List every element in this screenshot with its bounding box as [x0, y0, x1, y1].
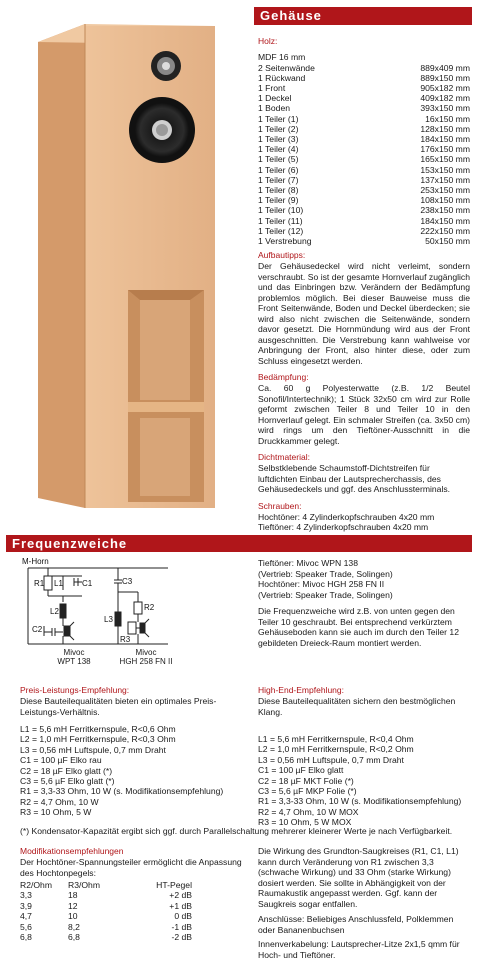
aufbau-label: Aufbautipps:	[258, 250, 306, 261]
mod-table	[20, 880, 252, 942]
pl-item: C2 = 18 µF Elko glatt (*)	[20, 765, 113, 776]
he-list	[258, 734, 470, 828]
pl-section	[20, 681, 252, 818]
horn-label: M-Horn	[22, 557, 49, 566]
part-row	[258, 185, 470, 195]
bedampfung-label: Bedämpfung:	[258, 372, 309, 383]
chassis-line: (Vertrieb: Speaker Trade, Solingen)	[258, 589, 393, 600]
table-row	[20, 890, 252, 900]
part-name: 1 Rückwand	[258, 72, 306, 83]
table-header-cell: HT-Pegel	[156, 880, 192, 890]
part-row	[258, 103, 470, 113]
part-name: 1 Teiler (12)	[258, 225, 304, 236]
table-cell: -2 dB	[171, 932, 192, 943]
table-cell: 5,6	[20, 921, 32, 932]
table-header-cell: R2/Ohm	[20, 880, 52, 890]
he-item: C1 = 100 µF Elko glatt	[258, 765, 344, 776]
table-row	[20, 911, 252, 921]
he-item: L1 = 5,6 mH Ferritkernspule, R<0,4 Ohm	[258, 734, 414, 744]
table-header	[20, 880, 252, 890]
mod-text: Der Hochtöner-Spannungsteiler ermöglicht die Anpassung des Hochtonpegels:	[20, 857, 242, 878]
footnote: (*) Kondensator-Kapazität ergibt sich ggf. durch Parallelschaltung mehrerer kleinerer Werte je nach Verfügbarkeit.	[20, 826, 453, 836]
part-row	[258, 154, 470, 164]
bedampfung-text: Ca. 60 g Polyesterwatte (z.B. 1/2 Beutel Sonofil/Intertechnik); 1 Stück 32x50 cm wird zur Rolle geformt zwischen Teiler 8 und Teiler 10 in den Hornverlauf gelegt. Ein schmaler Streifen (ca. 3x50 cm) wird rings um den Tieftöner-Ausschnitt in die Druckkammer gelegt.	[258, 383, 470, 446]
dicht-label: Dichtmaterial:	[258, 452, 310, 463]
part-row	[258, 236, 470, 246]
part-name: 1 Boden	[258, 103, 291, 114]
l1-label: L1	[54, 579, 63, 588]
table-cell: -1 dB	[171, 921, 192, 932]
part-dim: 222x150 mm	[420, 225, 470, 236]
dicht-text: Selbstklebende Schaumstoff-Dichtstreifen für luftdichten Einbau der Lautsprecherchassis, des Gehäusedeckels und ggf. des Anschlussterminals.	[258, 463, 451, 495]
he-item: L3 = 0,56 mH Luftspule, 0,7 mm Draht	[258, 754, 404, 765]
table-cell: 6,8	[68, 932, 80, 943]
part-dim: 238x150 mm	[420, 205, 470, 216]
part-dim: 50x150 mm	[425, 235, 470, 246]
table-cell: 3,9	[20, 900, 32, 911]
table-cell: 18	[68, 890, 78, 901]
verkabelung-text: Innenverkabelung: Lautsprecher-Litze 2x1,5 qmm für Hoch- und Tieftöner.	[258, 939, 460, 960]
l3-label: L3	[104, 615, 113, 624]
pl-item: C1 = 100 µF Elko rau	[20, 755, 102, 766]
part-dim: 128x150 mm	[420, 123, 470, 134]
pl-item: L1 = 5,6 mH Ferritkernspule, R<0,6 Ohm	[20, 724, 176, 734]
part-row	[258, 83, 470, 93]
pl-item: R1 = 3,3-33 Ohm, 10 W (s. Modifikationsempfehlung)	[20, 786, 224, 797]
chassis-line: Hochtöner: Mivoc HGH 258 FN II	[258, 579, 385, 589]
part-name: 1 Deckel	[258, 93, 292, 104]
gehause-title: Gehäuse	[260, 8, 322, 23]
aufbau-text: Der Gehäusedeckel wird nicht verleimt, sondern verschraubt. So ist der gesamte Hornverlauf zugänglich und das Einbringen bzw. Verändern der Bedämpfung problemlos möglich. Bei dieser Bauweise muss die Front Seitenwände, Boden und Deckel überdecken; sie wird also nicht zwischen die Seitenwände, sondern davor gesetzt. Die Hornmündung wird aus der Front ausgeschnitten. Die Verstrebung kann wahlweise vor Anbringung der Front, also hinter diese, oder zum Schluss eingesetzt werden.	[258, 261, 470, 366]
table-cell: 3,3	[20, 890, 32, 901]
pl-item: R3 = 10 Ohm, 5 W	[20, 807, 92, 818]
chassis-info	[258, 558, 470, 648]
mod-label: Modifikationsempfehlungen	[20, 846, 124, 856]
pl-text: Diese Bauteilequalitäten bieten ein optimales Preis-Leistungs-Verhältnis.	[20, 696, 217, 717]
table-row	[20, 901, 252, 911]
r3-label: R3	[120, 635, 131, 644]
table-row	[20, 932, 252, 942]
frequenz-title: Frequenzweiche	[12, 536, 128, 551]
right-driver-label: Mivoc HGH 258 FN II	[119, 648, 173, 666]
part-dim: 905x182 mm	[420, 82, 470, 93]
part-dim: 153x150 mm	[420, 164, 470, 175]
table-cell: +2 dB	[169, 890, 192, 901]
anschluesse-text: Anschlüsse: Beliebiges Anschlussfeld, Polklemmen oder Bananenbuchsen	[258, 914, 454, 935]
c1-label: C1	[82, 579, 93, 588]
table-row	[20, 922, 252, 932]
part-row	[258, 93, 470, 103]
mod-right	[258, 846, 470, 960]
part-row	[258, 226, 470, 236]
l2-label: L2	[50, 607, 59, 616]
mod-section	[20, 842, 252, 942]
he-text: Diese Bauteilequalitäten sichern den bestmöglichen Klang.	[258, 696, 456, 717]
pl-item: C3 = 5,6 µF Elko glatt (*)	[20, 776, 115, 787]
part-dim: 253x150 mm	[420, 184, 470, 195]
schraube-item: Tieftöner: 4 Zylinderkopfschrauben 4x20 mm	[258, 522, 429, 533]
part-dim: 176x150 mm	[420, 144, 470, 155]
table-header-cell: R3/Ohm	[68, 880, 100, 890]
crossover-schematic	[8, 556, 248, 676]
table-cell: 4,7	[20, 911, 32, 922]
part-name: 1 Teiler (4)	[258, 144, 299, 155]
table-cell: 12	[68, 900, 78, 911]
table-cell: 6,8	[20, 932, 32, 943]
part-name: 1 Teiler (7)	[258, 174, 299, 185]
part-name: 1 Teiler (3)	[258, 133, 299, 144]
part-dim: 889x150 mm	[420, 72, 470, 83]
he-section	[258, 681, 470, 828]
c2-label: C2	[32, 625, 43, 634]
part-row	[258, 175, 470, 185]
speaker-photo	[0, 0, 252, 535]
part-row	[258, 114, 470, 124]
part-name: 1 Teiler (2)	[258, 123, 299, 134]
part-dim: 409x182 mm	[420, 93, 470, 104]
part-row	[258, 144, 470, 154]
part-dim: 16x150 mm	[425, 113, 470, 124]
part-dim: 165x150 mm	[420, 154, 470, 165]
part-name: 1 Teiler (6)	[258, 164, 299, 175]
material-text: MDF 16 mm	[258, 52, 306, 62]
part-dim: 137x150 mm	[420, 174, 470, 185]
parts-list	[258, 63, 470, 247]
he-label: High-End-Empfehlung:	[258, 685, 344, 695]
he-item: C2 = 18 µF MKT Folie (*)	[258, 775, 354, 786]
part-name: 1 Teiler (8)	[258, 184, 299, 195]
part-row	[258, 73, 470, 83]
schrauben-label: Schrauben:	[258, 500, 302, 511]
part-dim: 184x150 mm	[420, 215, 470, 226]
table-cell: 0 dB	[174, 911, 192, 922]
he-item: R2 = 4,7 Ohm, 10 W MOX	[258, 806, 359, 817]
part-dim: 184x150 mm	[420, 133, 470, 144]
part-row	[258, 195, 470, 205]
part-name: 1 Teiler (11)	[258, 215, 303, 226]
he-item: C3 = 5,6 µF MKP Folie (*)	[258, 786, 357, 797]
part-name: 1 Teiler (1)	[258, 113, 299, 124]
schraube-item: Hochtöner: 4 Zylinderkopfschrauben 4x20 mm	[258, 511, 435, 522]
chassis-line: (Vertrieb: Speaker Trade, Solingen)	[258, 568, 393, 579]
table-cell: 8,2	[68, 921, 80, 932]
gehause-title-bar	[254, 7, 472, 25]
part-name: 1 Teiler (10)	[258, 205, 304, 216]
frequenz-title-bar	[6, 535, 472, 552]
part-name: 1 Verstrebung	[258, 235, 312, 246]
he-item: R1 = 3,3-33 Ohm, 10 W (s. Modifikationsempfehlung)	[258, 796, 462, 807]
part-row	[258, 63, 470, 73]
part-dim: 108x150 mm	[420, 195, 470, 206]
pl-item: R2 = 4,7 Ohm, 10 W	[20, 796, 99, 807]
part-row	[258, 165, 470, 175]
part-row	[258, 216, 470, 226]
holz-label: Holz:	[258, 36, 278, 46]
r1-label: R1	[34, 579, 45, 588]
gehause-column	[258, 32, 470, 543]
saugkreis-text: Die Wirkung des Grundton-Saugkreises (R1, C1, L1) kann durch Veränderung von R1 zwischen 3,3 (schwache Wirkung) und 33 Ohm (starke Wirkung) dosiert werden. Sie sollte in Abhängigkeit von der Raumakustik angepasst werden. Ggf. kann der Saugkreis sogar entfallen.	[258, 846, 459, 909]
part-row	[258, 134, 470, 144]
part-dim: 393x150 mm	[420, 103, 470, 114]
he-item: R3 = 10 Ohm, 5 W MOX	[258, 817, 352, 828]
pl-list	[20, 724, 252, 818]
he-item: L2 = 1,0 mH Ferritkernspule, R<0,2 Ohm	[258, 744, 414, 755]
part-name: 2 Seitenwände	[258, 62, 315, 73]
chassis-text: Die Frequenzweiche wird z.B. von unten gegen den Teiler 10 geschraubt. Bei entsprechend verkürztem Gehäuseboden kann sie auch im durch den Teiler 12 gebildeten Dreieck-Raum montiert werden.	[258, 606, 459, 648]
table-cell: 10	[68, 911, 78, 922]
table-cell: +1 dB	[169, 900, 192, 911]
pl-item: L3 = 0,56 mH Luftspule, 0,7 mm Draht	[20, 744, 166, 755]
r2-label: R2	[144, 603, 155, 612]
pl-label: Preis-Leistungs-Empfehlung:	[20, 685, 130, 695]
pl-item: L2 = 1,0 mH Ferritkernspule, R<0,3 Ohm	[20, 734, 176, 745]
c3-label: C3	[122, 577, 133, 586]
part-name: 1 Teiler (5)	[258, 154, 299, 165]
part-row	[258, 124, 470, 134]
part-row	[258, 205, 470, 215]
left-driver-label: Mivoc WPT 138	[57, 648, 91, 666]
part-name: 1 Teiler (9)	[258, 195, 299, 206]
part-name: 1 Front	[258, 82, 286, 93]
chassis-line: Tieftöner: Mivoc WPN 138	[258, 558, 358, 568]
part-dim: 889x409 mm	[420, 62, 470, 73]
